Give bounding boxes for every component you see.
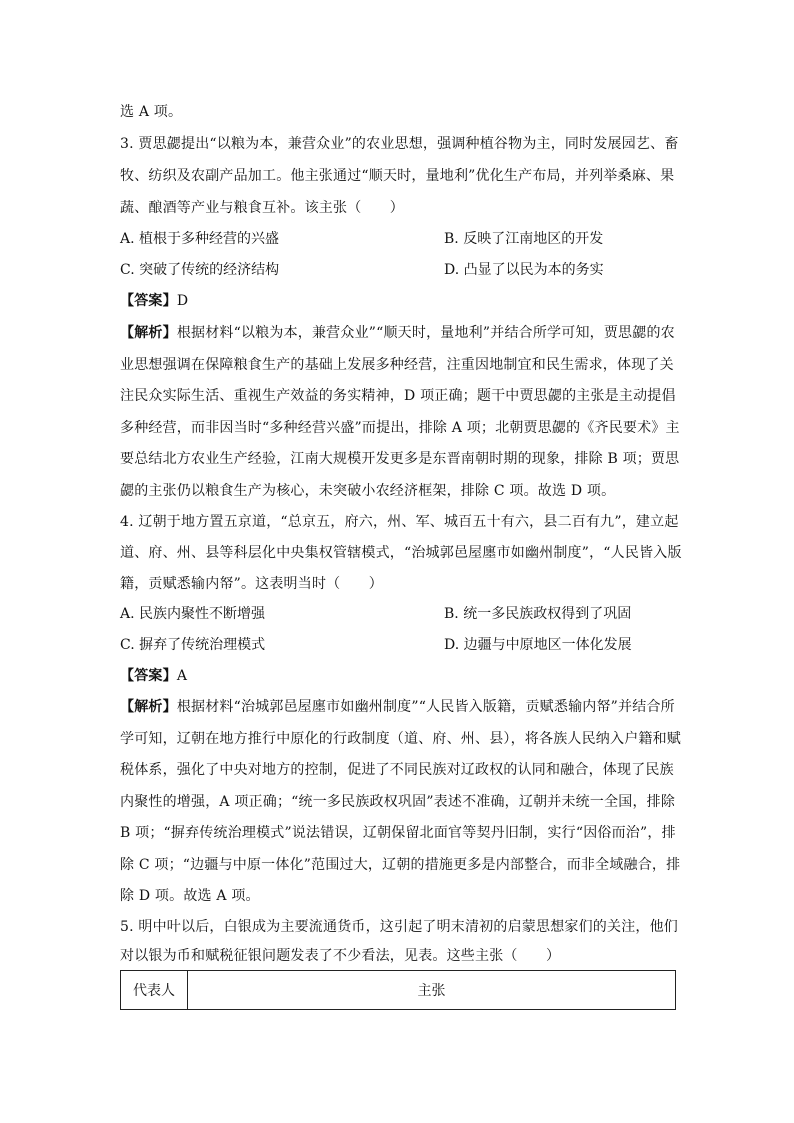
analysis-tag: 【解析】 bbox=[120, 325, 177, 341]
analysis-text: 学可知，辽朝在地方推行中原化的行政制度（道、府、州、县），将各族人民纳入户籍和赋 bbox=[120, 731, 681, 747]
question-3-stem: 蔬、酿酒等产业与粮食互补。该主张（ ） bbox=[120, 200, 404, 216]
option-d: D. 边疆与中原地区一体化发展 bbox=[444, 637, 632, 653]
answer-tag: 【答案】 bbox=[120, 668, 177, 684]
analysis-text: 业思想强调在保障粮食生产的基础上发展多种经营，注重因地制宜和民生需求，体现了关 bbox=[120, 357, 674, 373]
answer-tag: 【答案】 bbox=[120, 293, 177, 309]
text-line: 选 A 项。 bbox=[120, 104, 183, 120]
analysis-text: 内聚性的增强，A 项正确；“统一多民族政权巩固”表述不准确，辽朝并未统一全国，排除 bbox=[120, 794, 676, 810]
question-5-stem: 5. 明中叶以后，白银成为主要流通货币，这引起了明末清初的启蒙思想家们的关注，他们 bbox=[120, 919, 679, 935]
option-a: A. 民族内聚性不断增强 bbox=[120, 606, 266, 622]
analysis-text: B 项；“摒弃传统治理模式”说法错误，辽朝保留北面官等契丹旧制，实行“因俗而治”，排 bbox=[120, 825, 676, 841]
answer-value: A bbox=[176, 668, 188, 684]
question-3-stem: 牧、纺织及农副产品加工。他主张通过“顺天时，量地利”优化生产布局，并列举桑麻、果 bbox=[120, 168, 675, 184]
table-header-row bbox=[121, 971, 676, 1010]
question-4-stem: 籍，贡赋悉输内帑”。这表明当时（ ） bbox=[120, 576, 383, 592]
analysis-text: 多种经营，而非因当时“多种经营兴盛”而提出，排除 A 项；北朝贾思勰的《齐民要术》主 bbox=[120, 420, 680, 436]
answer-value: D bbox=[176, 293, 189, 309]
option-c: C. 突破了传统的经济结构 bbox=[120, 262, 280, 278]
question-5-stem: 对以银为币和赋税征银问题发表了不少看法，见表。这些主张（ ） bbox=[120, 948, 561, 964]
option-c: C. 摒弃了传统治理模式 bbox=[120, 637, 266, 653]
analysis-line bbox=[120, 697, 676, 717]
analysis-text: 除 C 项；“边疆与中原一体化”范围过大，辽朝的措施更多是内部整合，而非全域融合，排 bbox=[120, 857, 681, 873]
analysis-text: 除 D 项。故选 A 项。 bbox=[120, 888, 260, 904]
analysis-text: 根据材料“以粮为本，兼营众业”“顺天时，量地利”并结合所学可知，贾思勰的农 bbox=[176, 325, 675, 341]
answer-line bbox=[120, 666, 676, 686]
option-a: A. 植根于多种经营的兴盛 bbox=[120, 231, 280, 247]
question-5-table bbox=[120, 970, 676, 1010]
analysis-line bbox=[120, 323, 676, 343]
question-4-stem: 4. 辽朝于地方置五京道，“总京五，府六，州、军、城百五十有六，县二百有九”，建立起 bbox=[120, 514, 679, 530]
analysis-text: 根据材料“治城郭邑屋廛市如幽州制度”“人民皆入版籍，贡赋悉输内帑”并结合所 bbox=[176, 699, 675, 715]
table-header-cell: 主张 bbox=[188, 971, 676, 1010]
answer-line bbox=[120, 291, 676, 311]
analysis-text: 要总结北方农业生产经验，江南大规模开发更多是东晋南朝时期的现象，排除 B 项；贾思 bbox=[120, 451, 680, 467]
option-b: B. 反映了江南地区的开发 bbox=[444, 231, 604, 247]
table-header-cell: 代表人 bbox=[121, 971, 188, 1010]
analysis-text: 注民众实际生活、重视生产效益的务实精神，D 项正确；题干中贾思勰的主张是主动提倡 bbox=[120, 388, 676, 404]
option-d: D. 凸显了以民为本的务实 bbox=[444, 262, 604, 278]
analysis-tag: 【解析】 bbox=[120, 699, 177, 715]
analysis-text: 税体系，强化了中央对地方的控制，促进了不同民族对辽政权的认同和融合，体现了民族 bbox=[120, 762, 674, 778]
question-4-stem: 道、府、州、县等科层化中央集权管辖模式，“治城郭邑屋廛市如幽州制度”，“人民皆入版 bbox=[120, 545, 682, 561]
option-b: B. 统一多民族政权得到了巩固 bbox=[444, 606, 632, 622]
analysis-text: 勰的主张仍以粮食生产为核心，未突破小农经济框架，排除 C 项。故选 D 项。 bbox=[120, 483, 616, 499]
question-3-stem: 3. 贾思勰提出“以粮为本，兼营众业”的农业思想，强调种植谷物为主，同时发展园艺、畜 bbox=[120, 136, 679, 152]
